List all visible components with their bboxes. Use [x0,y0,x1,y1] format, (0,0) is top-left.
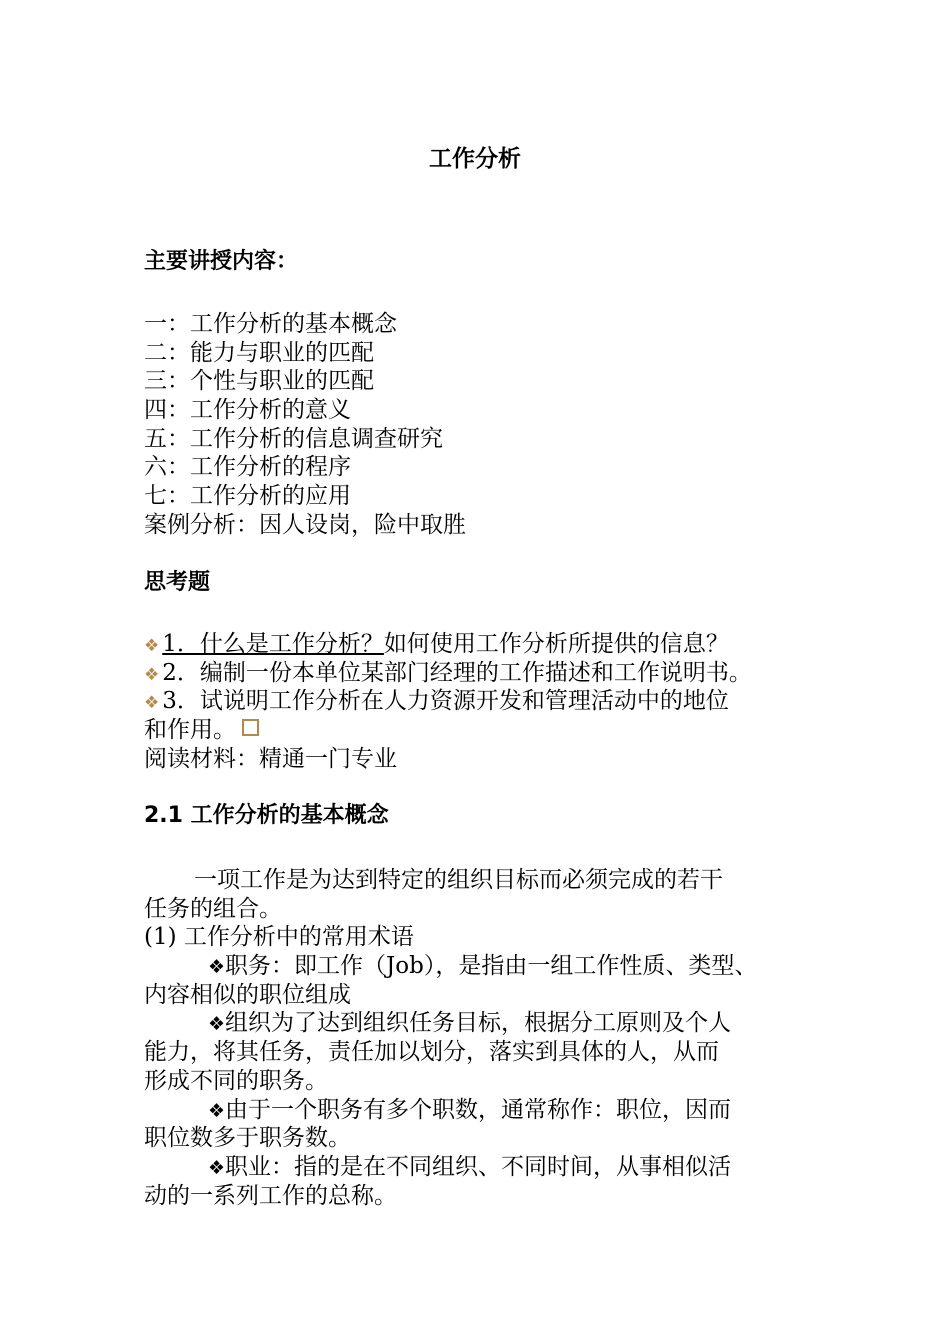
question-item [144,687,752,716]
question-item [144,659,752,688]
paragraph-line: 动的一系列工作的总称。 [144,1182,397,1209]
diamond-bullet-icon: ❖ [208,1099,226,1122]
toc-item: 四：工作分析的意义 [144,397,351,424]
diamond-bullet-icon: ❖ [144,636,160,656]
toc-item: 七：工作分析的应用 [144,483,351,510]
paragraph-line: 职位数多于职务数。 [144,1125,351,1152]
toc-item: 二：能力与职业的匹配 [144,339,374,366]
paragraph-line: ❖由于一个职务有多个职数，通常称作：职位，因而 [208,1096,732,1123]
paragraph-line: ❖职务：即工作（Job），是指由一组工作性质、类型、 [208,953,758,980]
paragraph-line: 任务的组合。 [144,895,282,922]
question-text: 2．编制一份本单位某部门经理的工作描述和工作说明书。 [162,659,752,686]
section-body [144,866,757,1210]
question-item [144,630,752,659]
main-content-heading: 主要讲授内容： [144,249,299,274]
diamond-bullet-icon: ❖ [208,1013,226,1036]
toc-item: 一：工作分析的基本概念 [144,311,397,337]
question-underlined-text: 1．什么是工作分析？ [162,631,384,657]
questions-list [144,630,752,773]
questions-heading: 思考题 [144,570,211,595]
paragraph-line: 能力，将其任务，责任加以划分，落实到具体的人，从而 [144,1039,719,1066]
question-item-continued [144,716,752,745]
section-heading: 2.1 工作分析的基本概念 [144,803,389,828]
diamond-bullet-icon: ❖ [144,664,160,685]
toc-item: 三：个性与职业的匹配 [144,368,374,395]
question-text: 和作用。 [144,717,236,744]
paragraph-line: ❖组织为了达到组织任务目标，根据分工原则及个人 [208,1010,732,1037]
toc-item: 五：工作分析的信息调查研究 [144,425,443,452]
reading-material: 阅读材料：精通一门专业 [144,745,397,772]
paragraph-line: 形成不同的职务。 [144,1067,328,1094]
toc-item: 案例分析：因人设岗，险中取胜 [144,511,466,538]
toc-item: 六：工作分析的程序 [144,454,351,481]
toc-list [144,310,466,540]
question-text: 如何使用工作分析所提供的信息？ [383,631,729,657]
diamond-bullet-icon: ❖ [208,956,226,979]
paragraph-line: ❖职业：指的是在不同组织、不同时间，从事相似活 [208,1153,732,1180]
diamond-bullet-icon: ❖ [144,693,160,714]
question-text: 3．试说明工作分析在人力资源开发和管理活动中的地位 [162,688,729,715]
page-title: 工作分析 [429,146,521,172]
term-heading: (1) 工作分析中的常用术语 [144,924,414,951]
diamond-bullet-icon: ❖ [208,1156,226,1179]
paragraph-line: 一项工作是为达到特定的组织目标而必须完成的若干 [194,867,723,893]
paragraph-line: 内容相似的职位组成 [144,981,351,1008]
checkbox-square-icon [242,719,259,736]
